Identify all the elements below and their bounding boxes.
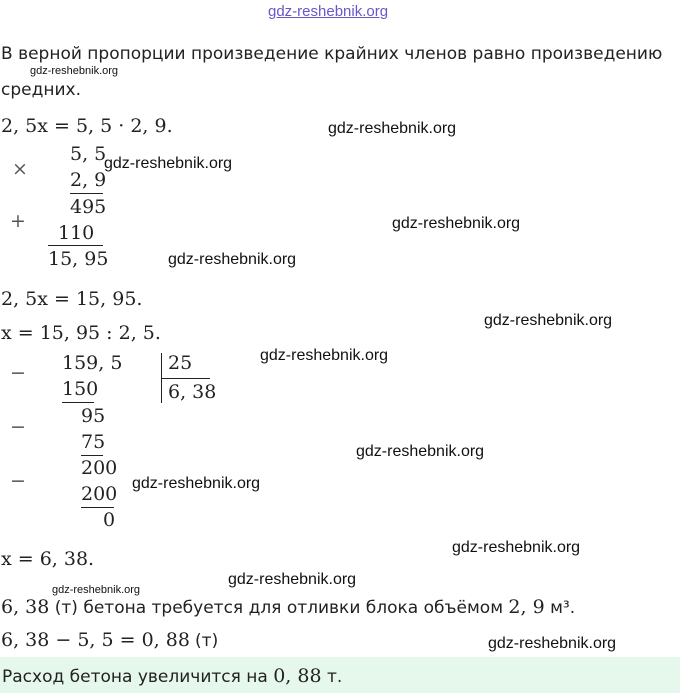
concrete-text: бетона требуется для отливки блока объёмом bbox=[83, 598, 504, 618]
equation-6-expr: 6, 38 − 5, 5 = 0, 88 bbox=[1, 629, 190, 651]
watermark: gdz-reshebnik.org bbox=[168, 251, 297, 268]
watermark: gdz-reshebnik.org bbox=[30, 65, 119, 77]
volume-unit: м³. bbox=[550, 598, 576, 618]
watermark: gdz-reshebnik.org bbox=[260, 347, 389, 364]
watermark: gdz-reshebnik.org bbox=[452, 539, 581, 556]
div-step-1-rem: 95 bbox=[81, 405, 106, 427]
watermark: gdz-reshebnik.org bbox=[356, 443, 485, 460]
div-step-2-sub: 75 bbox=[81, 431, 106, 453]
watermark: gdz-reshebnik.org bbox=[52, 584, 141, 596]
div-dividend: 159, 5 bbox=[62, 352, 123, 374]
answer-box bbox=[0, 657, 680, 693]
watermark: gdz-reshebnik.org bbox=[328, 120, 457, 137]
mult-line-1 bbox=[70, 193, 103, 194]
mult-factor-2: 2, 9 bbox=[70, 169, 107, 191]
equation-6 bbox=[1, 629, 218, 651]
mult-partial-1: 495 bbox=[70, 196, 107, 218]
div-step-3-rem: 0 bbox=[103, 509, 116, 531]
equation-1: 2, 5x = 5, 5 · 2, 9. bbox=[1, 115, 173, 137]
equation-3: x = 15, 95 : 2, 5. bbox=[1, 322, 161, 344]
minus-sign-2: − bbox=[10, 416, 26, 438]
site-link-top[interactable]: gdz-reshebnik.org bbox=[268, 3, 389, 20]
div-divisor: 25 bbox=[168, 352, 193, 374]
div-quotient: 6, 38 bbox=[168, 381, 217, 403]
minus-sign-3: − bbox=[10, 470, 26, 492]
equation-6-unit: (т) bbox=[195, 631, 219, 651]
intro-line-2: средних. bbox=[1, 80, 81, 100]
watermark: gdz-reshebnik.org bbox=[104, 155, 233, 172]
concrete-line bbox=[1, 596, 575, 618]
minus-sign-1: − bbox=[10, 362, 26, 384]
answer-line bbox=[2, 665, 342, 687]
concrete-unit: (т) bbox=[54, 598, 78, 618]
intro-line-1: В верной пропорции произведение крайних членов равно произведению bbox=[1, 44, 663, 64]
mult-partial-2: 110 bbox=[58, 222, 95, 244]
div-step-2-rem: 200 bbox=[81, 457, 118, 479]
multiply-sign: × bbox=[12, 158, 28, 180]
watermark: gdz-reshebnik.org bbox=[392, 215, 521, 232]
div-line-1 bbox=[62, 402, 94, 403]
equation-4: x = 6, 38. bbox=[1, 548, 95, 570]
watermark: gdz-reshebnik.org bbox=[228, 571, 357, 588]
equation-2: 2, 5x = 15, 95. bbox=[1, 288, 143, 310]
watermark: gdz-reshebnik.org bbox=[488, 635, 617, 652]
div-line-3 bbox=[81, 507, 114, 508]
div-step-1-sub: 150 bbox=[62, 378, 99, 400]
div-step-3-sub: 200 bbox=[81, 483, 118, 505]
answer-label: Расход бетона увеличится на bbox=[2, 667, 268, 687]
mult-factor-1: 5, 5 bbox=[70, 143, 107, 165]
answer-unit: т. bbox=[326, 667, 343, 687]
mult-line-2 bbox=[48, 245, 103, 246]
mult-result: 15, 95 bbox=[48, 248, 109, 270]
plus-sign: + bbox=[10, 210, 26, 232]
div-quotient-line bbox=[162, 378, 210, 379]
concrete-value: 6, 38 bbox=[1, 596, 50, 618]
div-line-2 bbox=[81, 455, 103, 456]
watermark: gdz-reshebnik.org bbox=[484, 312, 613, 329]
answer-value: 0, 88 bbox=[273, 665, 322, 687]
watermark: gdz-reshebnik.org bbox=[132, 475, 261, 492]
volume-value: 2, 9 bbox=[508, 596, 545, 618]
